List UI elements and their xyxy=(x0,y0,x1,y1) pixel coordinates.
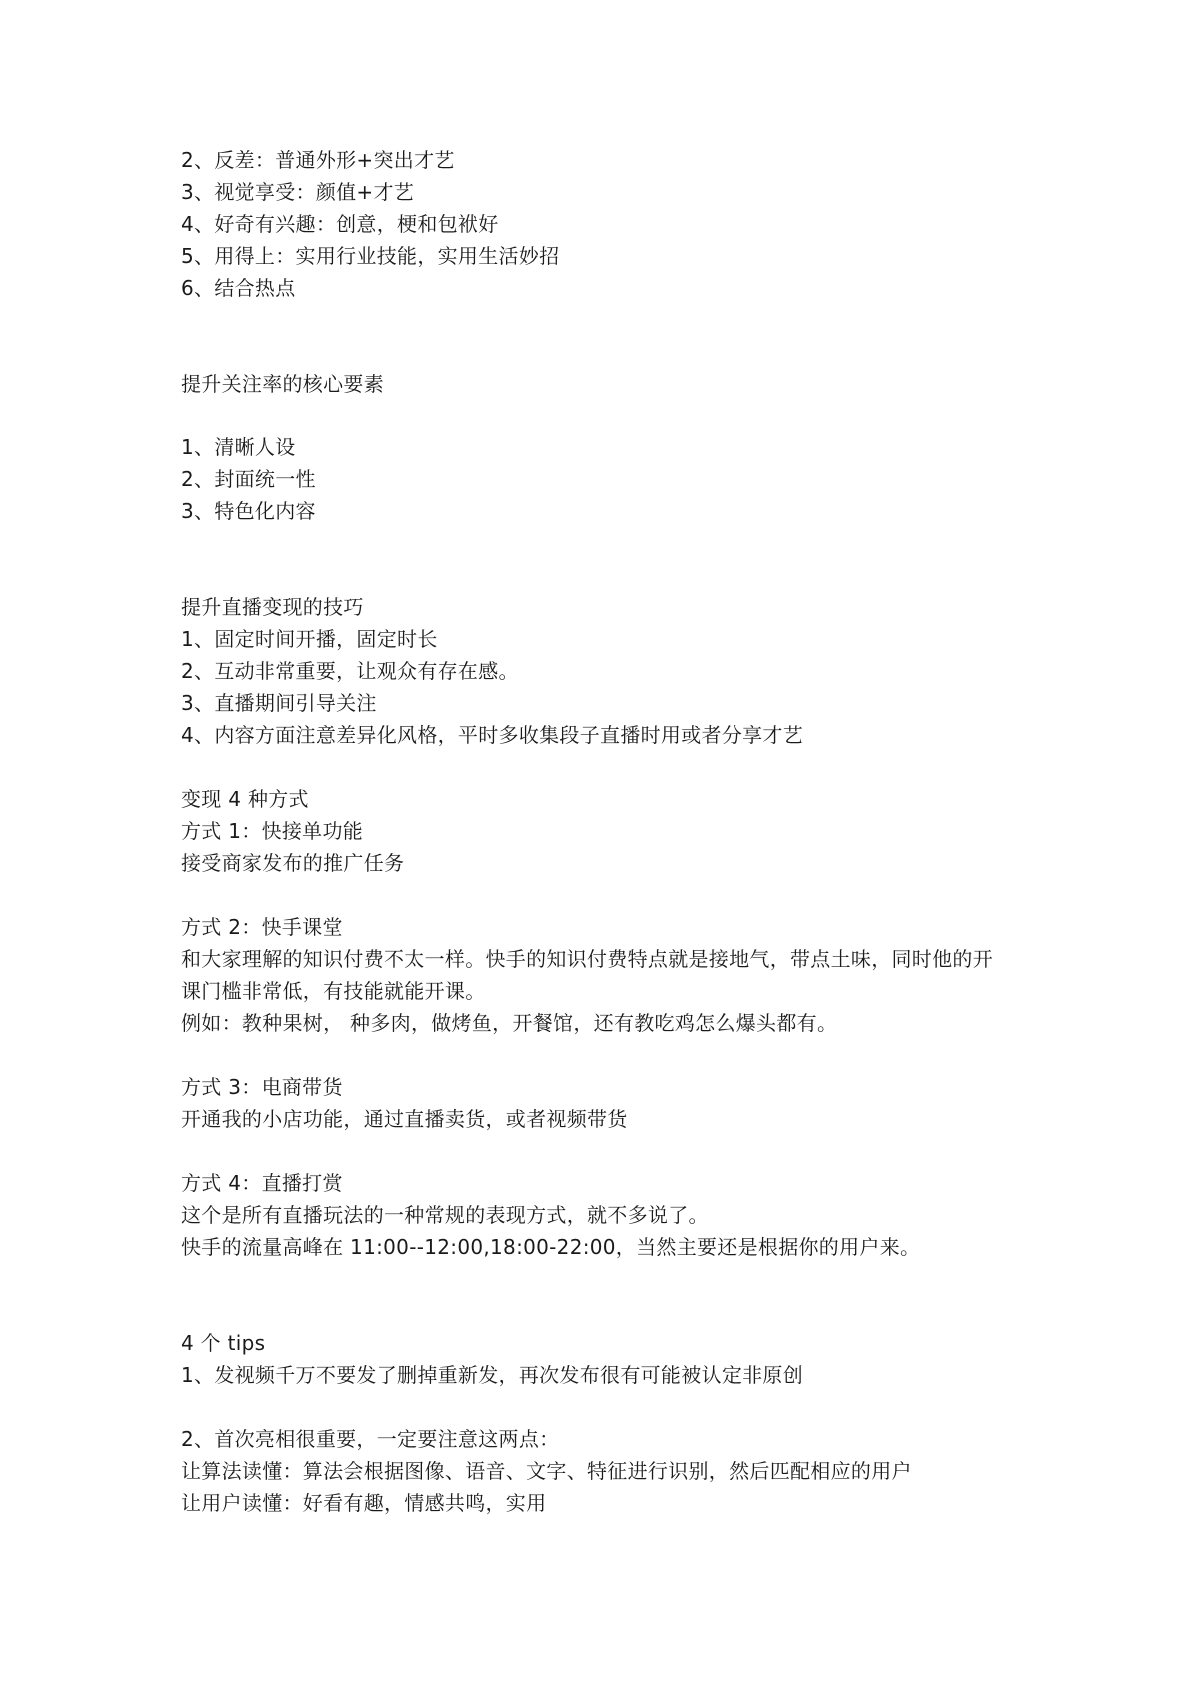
list-item-guide-follow: 3、直播期间引导关注 xyxy=(181,691,377,715)
list-item-differentiated-style: 4、内容方面注意差异化风格，平时多收集段子直播时用或者分享才艺 xyxy=(181,723,804,747)
section-heading-follow-rate: 提升关注率的核心要素 xyxy=(181,372,384,396)
method-3-title: 方式 3：电商带货 xyxy=(181,1075,343,1099)
section-heading-live-monetization: 提升直播变现的技巧 xyxy=(181,595,364,619)
list-item-fixed-schedule: 1、固定时间开播，固定时长 xyxy=(181,627,438,651)
traffic-peak-note: 快手的流量高峰在 11:00--12:00,18:00-22:00，当然主要还是根据你的用户来。 xyxy=(181,1235,921,1259)
method-2-description-line-1: 和大家理解的知识付费不太一样。快手的知识付费特点就是接地气，带点土味，同时他的开 xyxy=(181,947,993,971)
list-item-contrast: 2、反差：普通外形+突出才艺 xyxy=(181,148,455,172)
tip-2-user: 让用户读懂：好看有趣，情感共鸣，实用 xyxy=(181,1491,547,1515)
method-1-title: 方式 1：快接单功能 xyxy=(181,819,364,843)
list-item-hot-topics: 6、结合热点 xyxy=(181,276,296,300)
list-item-cover-consistency: 2、封面统一性 xyxy=(181,467,316,491)
tip-2-title: 2、首次亮相很重要，一定要注意这两点： xyxy=(181,1427,560,1451)
tip-1: 1、发视频千万不要发了删掉重新发，再次发布很有可能被认定非原创 xyxy=(181,1363,804,1387)
list-item-clear-persona: 1、清晰人设 xyxy=(181,435,296,459)
section-heading-tips: 4 个 tips xyxy=(181,1331,266,1355)
list-item-interaction: 2、互动非常重要，让观众有存在感。 xyxy=(181,659,519,683)
method-1-description: 接受商家发布的推广任务 xyxy=(181,851,405,875)
list-item-visual-enjoyment: 3、视觉享受：颜值+才艺 xyxy=(181,180,415,204)
method-4-title: 方式 4：直播打赏 xyxy=(181,1171,343,1195)
method-2-examples: 例如：教种果树， 种多肉，做烤鱼，开餐馆，还有教吃鸡怎么爆头都有。 xyxy=(181,1011,838,1035)
list-item-curiosity: 4、好奇有兴趣：创意，梗和包袱好 xyxy=(181,212,499,236)
method-2-title: 方式 2：快手课堂 xyxy=(181,915,343,939)
method-3-description: 开通我的小店功能，通过直播卖货，或者视频带货 xyxy=(181,1107,628,1131)
method-4-description: 这个是所有直播玩法的一种常规的表现方式，就不多说了。 xyxy=(181,1203,709,1227)
list-item-distinct-content: 3、特色化内容 xyxy=(181,499,316,523)
method-2-description-line-2: 课门槛非常低，有技能就能开课。 xyxy=(181,979,486,1003)
tip-2-algorithm: 让算法读懂：算法会根据图像、语音、文字、特征进行识别，然后匹配相应的用户 xyxy=(181,1459,912,1483)
section-heading-four-methods: 变现 4 种方式 xyxy=(181,787,309,811)
list-item-practical: 5、用得上：实用行业技能，实用生活妙招 xyxy=(181,244,560,268)
